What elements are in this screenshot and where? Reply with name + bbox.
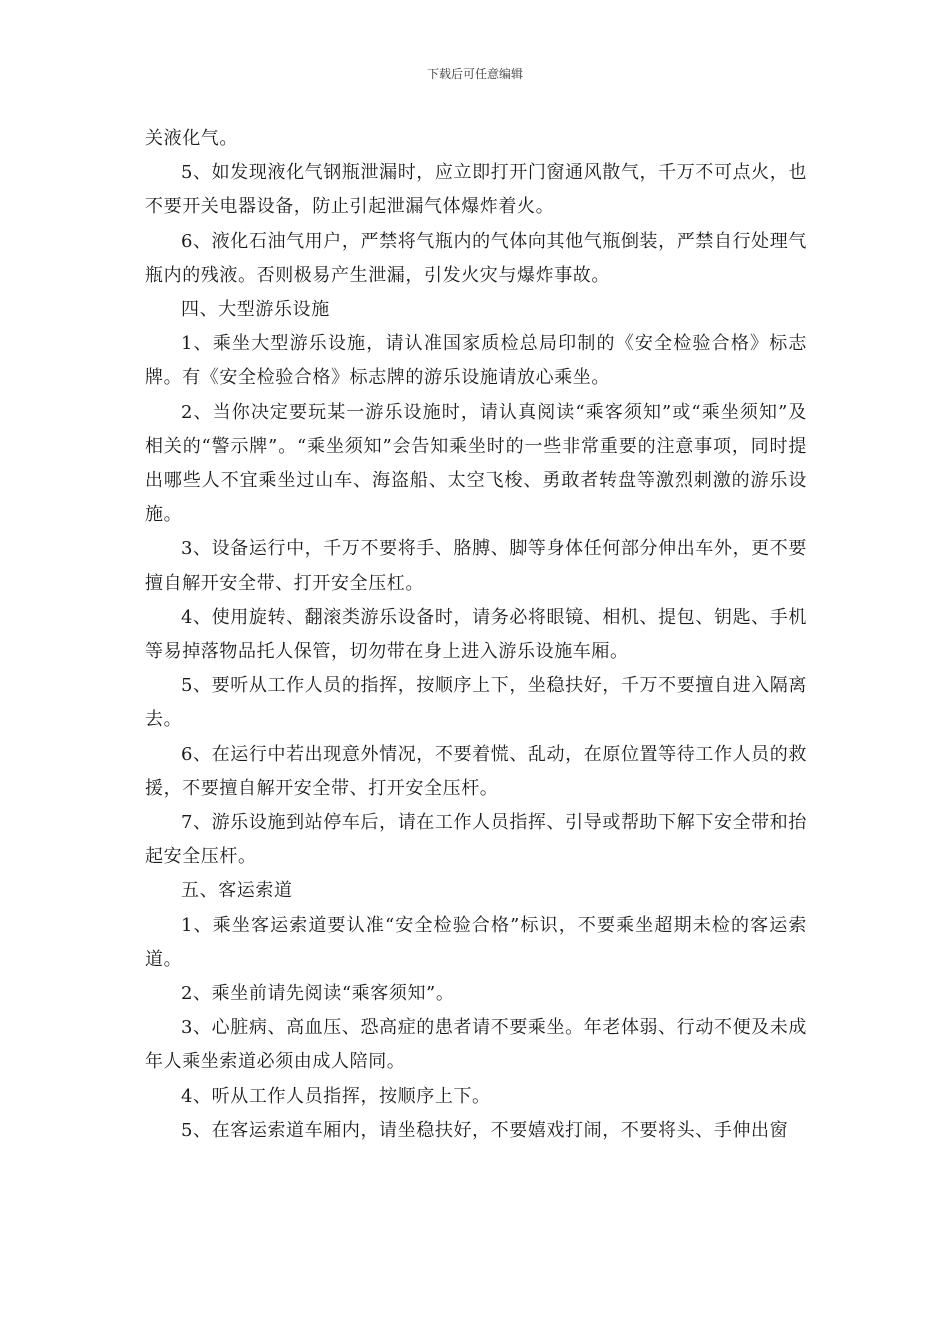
paragraph-item: 6、在运行中若出现意外情况，不要着慌、乱动，在原位置等待工作人员的救援，不要擅自解开安全带、打开安全压杆。	[145, 743, 807, 799]
paragraph-item: 5、要听从工作人员的指挥，按顺序上下，坐稳扶好，千万不要擅自进入隔离去。	[145, 675, 807, 731]
section-heading: 四、大型游乐设施	[181, 299, 330, 321]
document-body	[145, 122, 807, 1148]
paragraph-item: 1、乘坐客运索道要认准“安全检验合格”标识，不要乘坐超期未检的客运索道。	[145, 914, 807, 970]
paragraph-item: 5、如发现液化气钢瓶泄漏时，应立即打开门窗通风散气，千万不可点火，也不要开关电器设备，防止引起泄漏气体爆炸着火。	[145, 162, 807, 218]
paragraph-item: 6、液化石油气用户，严禁将气瓶内的气体向其他气瓶倒装，严禁自行处理气瓶内的残液。否则极易产生泄漏，引发火灾与爆炸事故。	[145, 230, 807, 286]
paragraph-item: 3、设备运行中，千万不要将手、胳膊、脚等身体任何部分伸出车外，更不要擅自解开安全带、打开安全压杠。	[145, 538, 807, 594]
paragraph-item: 3、心脏病、高血压、恐高症的患者请不要乘坐。年老体弱、行动不便及未成年人乘坐索道必须由成人陪同。	[145, 1017, 807, 1073]
paragraph-item: 4、听从工作人员指挥，按顺序上下。	[181, 1085, 491, 1107]
paragraph-item: 5、在客运索道车厢内，请坐稳扶好，不要嬉戏打闹，不要将头、手伸出窗	[181, 1119, 789, 1141]
paragraph-item: 4、使用旋转、翻滚类游乐设备时，请务必将眼镜、相机、提包、钥匙、手机等易掉落物品托人保管，切勿带在身上进入游乐设施车厢。	[145, 606, 807, 663]
page-header: 下载后可任意编辑	[426, 67, 523, 81]
section-heading: 五、客运索道	[181, 880, 293, 902]
paragraph-item: 1、乘坐大型游乐设施，请认准国家质检总局印制的《安全检验合格》标志牌。有《安全检验合格》标志牌的游乐设施请放心乘坐。	[145, 333, 807, 389]
paragraph-continuation: 关液化气。	[145, 128, 238, 149]
paragraph-item: 2、乘坐前请先阅读“乘客须知”。	[181, 983, 455, 1005]
paragraph-item: 2、当你决定要玩某一游乐设施时，请认真阅读“乘客须知”或“乘坐须知”及相关的“警示牌”。“乘坐须知”会告知乘坐时的一些非常重要的注意事项，同时提出哪些人不宜乘坐过山车、海盗船、太空飞梭、勇敢者转盘等激烈刺激的游乐设施。	[145, 401, 807, 526]
paragraph-item: 7、游乐设施到站停车后，请在工作人员指挥、引导或帮助下解下安全带和抬起安全压杆。	[145, 812, 807, 868]
